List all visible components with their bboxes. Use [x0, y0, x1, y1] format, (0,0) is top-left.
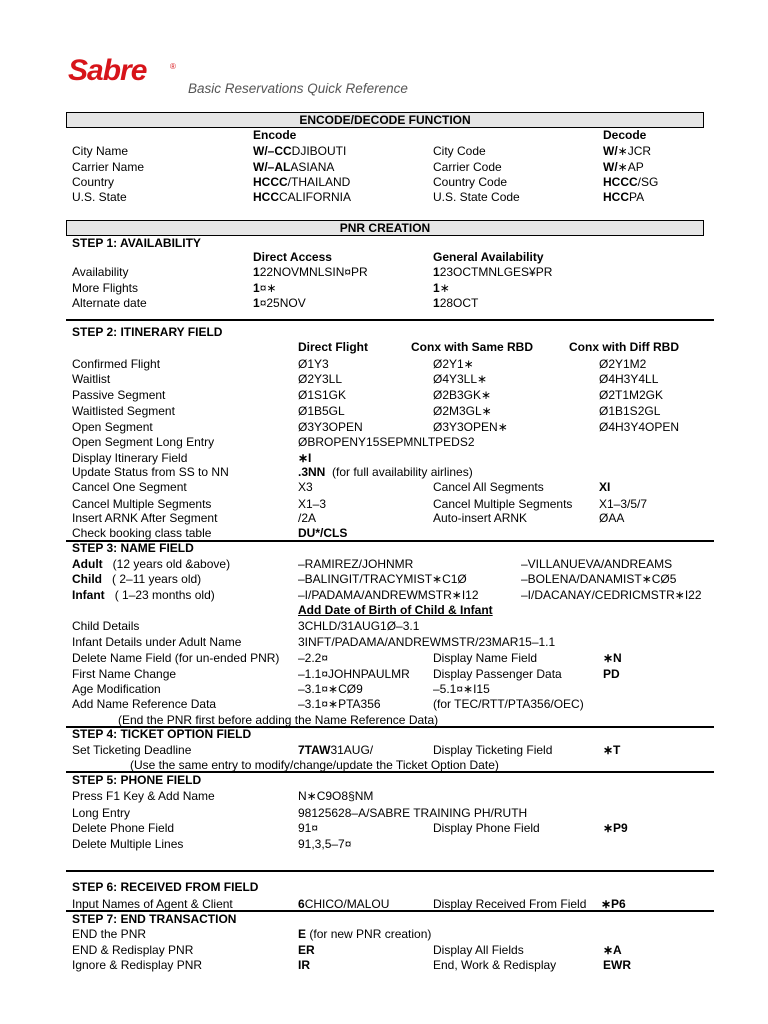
secondary-entry: ∗P9: [603, 821, 628, 835]
row-label: Add Name Reference Data: [72, 697, 217, 711]
row-label-secondary: Display Name Field: [433, 651, 538, 665]
row-label-secondary: Display Phone Field: [433, 821, 540, 835]
decode-label: U.S. State Code: [433, 190, 520, 204]
step4-footnote: (Use the same entry to modify/change/update the Ticket Option Date): [130, 758, 499, 772]
entry-command: W/–CC: [253, 144, 292, 158]
direct-flight-entry: Ø1B5GL: [298, 404, 345, 418]
direct-flight-entry: Ø2Y3LL: [298, 372, 343, 386]
direct-entry: [253, 265, 368, 279]
decode-entry: [603, 190, 644, 204]
row-label: Alternate date: [72, 296, 147, 310]
name-type-note: ( 1–23 months old): [114, 588, 215, 602]
step4-title: STEP 4: TICKET OPTION FIELD: [72, 727, 252, 741]
received-entry: [298, 897, 389, 911]
decode-entry: [603, 160, 644, 174]
entry-argument: ¤∗: [259, 281, 277, 295]
same-rbd-entry: Ø2B3GK∗: [433, 388, 492, 402]
general-entry: [433, 296, 478, 310]
direct-entry: [253, 281, 276, 295]
encode-label: Carrier Name: [72, 160, 145, 174]
name-detail-entry: 3INFT/PADAMA/ANDREWMSTR/23MAR15–1.1: [298, 635, 556, 649]
entry-argument: CALIFORNIA: [279, 190, 352, 204]
entry-command: 1: [433, 296, 440, 310]
encode-entry: [253, 175, 350, 189]
same-rbd-entry: Ø2M3GL∗: [433, 404, 492, 418]
name-detail-entry: –1.1¤JOHNPAULMR: [298, 667, 410, 681]
row-label: END & Redisplay PNR: [72, 943, 194, 957]
phone-entry: 98125628–A/SABRE TRAINING PH/RUTH: [298, 806, 528, 820]
direct-flight-entry: Ø1Y3: [298, 357, 329, 371]
direct-flight-entry: X1–3: [298, 497, 327, 511]
name-detail-entry: –2.2¤: [298, 651, 329, 665]
entry-command: 1: [253, 296, 260, 310]
row-label: Age Modification: [72, 682, 161, 696]
direct-entry: [253, 296, 306, 310]
section-divider: [66, 319, 714, 321]
entry-command: 1: [253, 265, 260, 279]
row-label-secondary: Auto-insert ARNK: [433, 511, 528, 525]
secondary-entry: ∗P6: [601, 897, 626, 911]
conx-diff-rbd-header: Conx with Diff RBD: [569, 340, 679, 354]
secondary-entry: ∗A: [603, 943, 622, 957]
direct-flight-entry: X3: [298, 480, 313, 494]
secondary-entry: XI: [599, 480, 611, 494]
name-type-note: ( 2–11 years old): [112, 572, 202, 586]
phone-entry: 91,3,5–7¤: [298, 837, 352, 851]
entry-command: .3NN: [298, 465, 326, 479]
diff-rbd-entry: Ø1B1S2GL: [599, 404, 661, 418]
secondary-entry: PD: [603, 667, 620, 681]
name-entry: –BOLENA/DANAMIST∗CØ5: [521, 572, 677, 586]
secondary-entry: EWR: [603, 958, 631, 972]
decode-entry: [603, 175, 658, 189]
entry-command: W/–AL: [253, 160, 291, 174]
entry-command: 1: [433, 281, 440, 295]
same-rbd-entry: Ø4Y3LL∗: [433, 372, 488, 386]
step3-title: STEP 3: NAME FIELD: [72, 541, 194, 555]
row-label-secondary: End, Work & Redisplay: [433, 958, 557, 972]
phone-entry: N∗C9O8§NM: [298, 789, 374, 803]
row-label: Check booking class table: [72, 526, 212, 540]
entry-command: W/: [603, 160, 618, 174]
row-label: Waitlisted Segment: [72, 404, 175, 418]
name-detail-entry: 3CHLD/31AUG1Ø–3.1: [298, 619, 420, 633]
row-label-secondary: Display All Fields: [433, 943, 524, 957]
section-divider: [66, 870, 714, 872]
conx-same-rbd-header: Conx with Same RBD: [411, 340, 534, 354]
encode-entry: [253, 144, 346, 158]
decode-label: Country Code: [433, 175, 508, 189]
entry-argument: ∗: [439, 281, 450, 295]
step5-title: STEP 5: PHONE FIELD: [72, 773, 202, 787]
entry-command: E: [298, 927, 307, 941]
row-label: First Name Change: [72, 667, 177, 681]
name-entry: –VILLANUEVA/ANDREAMS: [521, 557, 673, 571]
decode-entry: [603, 144, 651, 158]
row-label: More Flights: [72, 281, 139, 295]
step3-footnote: (End the PNR first before adding the Name Reference Data): [118, 713, 439, 727]
secondary-entry: ØAA: [599, 511, 625, 525]
entry-command: 1: [253, 281, 260, 295]
step2-title: STEP 2: ITINERARY FIELD: [72, 325, 223, 339]
row-label: Passive Segment: [72, 388, 166, 402]
diff-rbd-entry: Ø4H3Y4LL: [599, 372, 659, 386]
entry-note: (for new PNR creation): [309, 927, 432, 941]
encode-label: U.S. State: [72, 190, 127, 204]
entry-argument: 22NOVMNLSIN¤PR: [259, 265, 368, 279]
name-type: [72, 588, 215, 602]
row-label-secondary: Display Ticketing Field: [433, 743, 553, 757]
name-type-label: Infant: [72, 588, 105, 602]
row-label: Cancel Multiple Segments: [72, 497, 212, 511]
row-label-secondary: Cancel Multiple Segments: [433, 497, 573, 511]
step7-title: STEP 7: END TRANSACTION: [72, 912, 237, 926]
name-entry: –RAMIREZ/JOHNMR: [298, 557, 414, 571]
diff-rbd-entry: Ø4H3Y4OPEN: [599, 420, 680, 434]
row-label: Update Status from SS to NN: [72, 465, 229, 479]
registered-mark: ®: [170, 62, 176, 71]
same-rbd-entry: Ø3Y3OPEN∗: [433, 420, 508, 434]
entry-command: HCC: [603, 190, 629, 204]
same-rbd-entry: Ø2Y1∗: [433, 357, 474, 371]
entry-command: 1: [433, 265, 440, 279]
entry-argument: /SG: [637, 175, 659, 189]
sabre-logo: Sabre: [68, 54, 147, 87]
pnr-creation-section-header: PNR CREATION: [66, 220, 704, 236]
ticketing-entry: [298, 743, 373, 757]
step6-title: STEP 6: RECEIVED FROM FIELD: [72, 880, 259, 894]
decode-column-header: Decode: [603, 128, 647, 142]
name-entry: –I/DACANAY/CEDRICMSTR∗I22: [521, 588, 702, 602]
secondary-entry: X1–3/5/7: [599, 497, 648, 511]
encode-entry: [253, 190, 351, 204]
direct-flight-entry: DU*/CLS: [298, 526, 348, 540]
row-label: Input Names of Agent & Client: [72, 897, 233, 911]
row-label-secondary: Cancel All Segments: [433, 480, 544, 494]
end-entry: ER: [298, 943, 315, 957]
entry-argument: ASIANA: [290, 160, 335, 174]
step1-title: STEP 1: AVAILABILITY: [72, 236, 201, 250]
end-entry: [298, 927, 431, 941]
diff-rbd-entry: Ø2T1M2GK: [599, 388, 664, 402]
entry-argument: DJIBOUTI: [291, 144, 347, 158]
secondary-entry: ∗N: [603, 651, 622, 665]
row-label: END the PNR: [72, 927, 147, 941]
name-type-label: Adult: [72, 557, 103, 571]
row-label: Waitlist: [72, 372, 111, 386]
entry-argument: /THAILAND: [287, 175, 351, 189]
direct-flight-entry: ØBROPENY15SEPMNLTPEDS2: [298, 435, 475, 449]
document-subtitle: Basic Reservations Quick Reference: [188, 81, 408, 96]
diff-rbd-entry: Ø2Y1M2: [599, 357, 647, 371]
encode-entry: [253, 160, 334, 174]
entry-argument: ¤25NOV: [259, 296, 306, 310]
name-type-label: Child: [72, 572, 102, 586]
row-label: Set Ticketing Deadline: [72, 743, 192, 757]
entry-command: HCCC: [253, 175, 288, 189]
entry-argument: PA: [629, 190, 645, 204]
entry-note: (for full availability airlines): [332, 465, 473, 479]
row-label: Display Itinerary Field: [72, 451, 188, 465]
direct-flight-header: Direct Flight: [298, 340, 369, 354]
row-label: Cancel One Segment: [72, 480, 187, 494]
encode-decode-section-header: ENCODE/DECODE FUNCTION: [66, 112, 704, 128]
entry-command: 7TAW: [298, 743, 331, 757]
row-label: Insert ARNK After Segment: [72, 511, 218, 525]
secondary-entry: ∗T: [603, 743, 621, 757]
encode-label: Country: [72, 175, 115, 189]
encode-column-header: Encode: [253, 128, 297, 142]
row-label: Long Entry: [72, 806, 131, 820]
entry-argument: 28OCT: [439, 296, 479, 310]
decode-label: City Code: [433, 144, 486, 158]
secondary-note: (for TEC/RTT/PTA356/OEC): [433, 697, 584, 711]
row-label: Child Details: [72, 619, 140, 633]
entry-argument: ∗JCR: [617, 144, 652, 158]
row-label-secondary: Display Passenger Data: [433, 667, 562, 681]
row-label: Ignore & Redisplay PNR: [72, 958, 203, 972]
entry-command: HCC: [253, 190, 279, 204]
name-detail-entry: –3.1¤∗CØ9: [298, 682, 363, 696]
general-entry: [433, 265, 552, 279]
row-label: Press F1 Key & Add Name: [72, 789, 215, 803]
direct-flight-entry: [298, 465, 473, 479]
secondary-entry: –5.1¤∗I15: [433, 682, 490, 696]
name-detail-entry: –3.1¤∗PTA356: [298, 697, 381, 711]
row-label: Availability: [72, 265, 129, 279]
entry-command: HCCC: [603, 175, 638, 189]
entry-argument: CHICO/MALOU: [304, 897, 390, 911]
end-entry: IR: [298, 958, 310, 972]
row-label: Open Segment Long Entry: [72, 435, 215, 449]
decode-label: Carrier Code: [433, 160, 502, 174]
name-type: [72, 572, 201, 586]
name-entry: –I/PADAMA/ANDREWMSTR∗I12: [298, 588, 479, 602]
encode-label: City Name: [72, 144, 129, 158]
entry-command: W/: [603, 144, 618, 158]
entry-argument: 23OCTMNLGES¥PR: [439, 265, 553, 279]
direct-flight-entry: Ø3Y3OPEN: [298, 420, 363, 434]
row-label: Open Segment: [72, 420, 153, 434]
direct-access-header: Direct Access: [253, 250, 332, 264]
dob-subheading: Add Date of Birth of Child & Infant: [298, 603, 493, 617]
general-availability-header: General Availability: [433, 250, 544, 264]
row-label: Infant Details under Adult Name: [72, 635, 242, 649]
entry-argument: 31AUG/: [330, 743, 374, 757]
direct-flight-entry: /2A: [298, 511, 317, 525]
entry-argument: ∗AP: [617, 160, 644, 174]
entry-command: 6: [298, 897, 305, 911]
row-label: Delete Multiple Lines: [72, 837, 184, 851]
row-label-secondary: Display Received From Field: [433, 897, 587, 911]
row-label: Confirmed Flight: [72, 357, 161, 371]
row-label: Delete Phone Field: [72, 821, 175, 835]
name-type-note: (12 years old &above): [112, 557, 231, 571]
phone-entry: 91¤: [298, 821, 319, 835]
name-type: [72, 557, 230, 571]
general-entry: [433, 281, 450, 295]
name-entry: –BALINGIT/TRACYMIST∗C1Ø: [298, 572, 467, 586]
direct-flight-entry: Ø1S1GK: [298, 388, 347, 402]
direct-flight-entry: ∗I: [298, 451, 312, 465]
row-label: Delete Name Field (for un-ended PNR): [72, 651, 280, 665]
